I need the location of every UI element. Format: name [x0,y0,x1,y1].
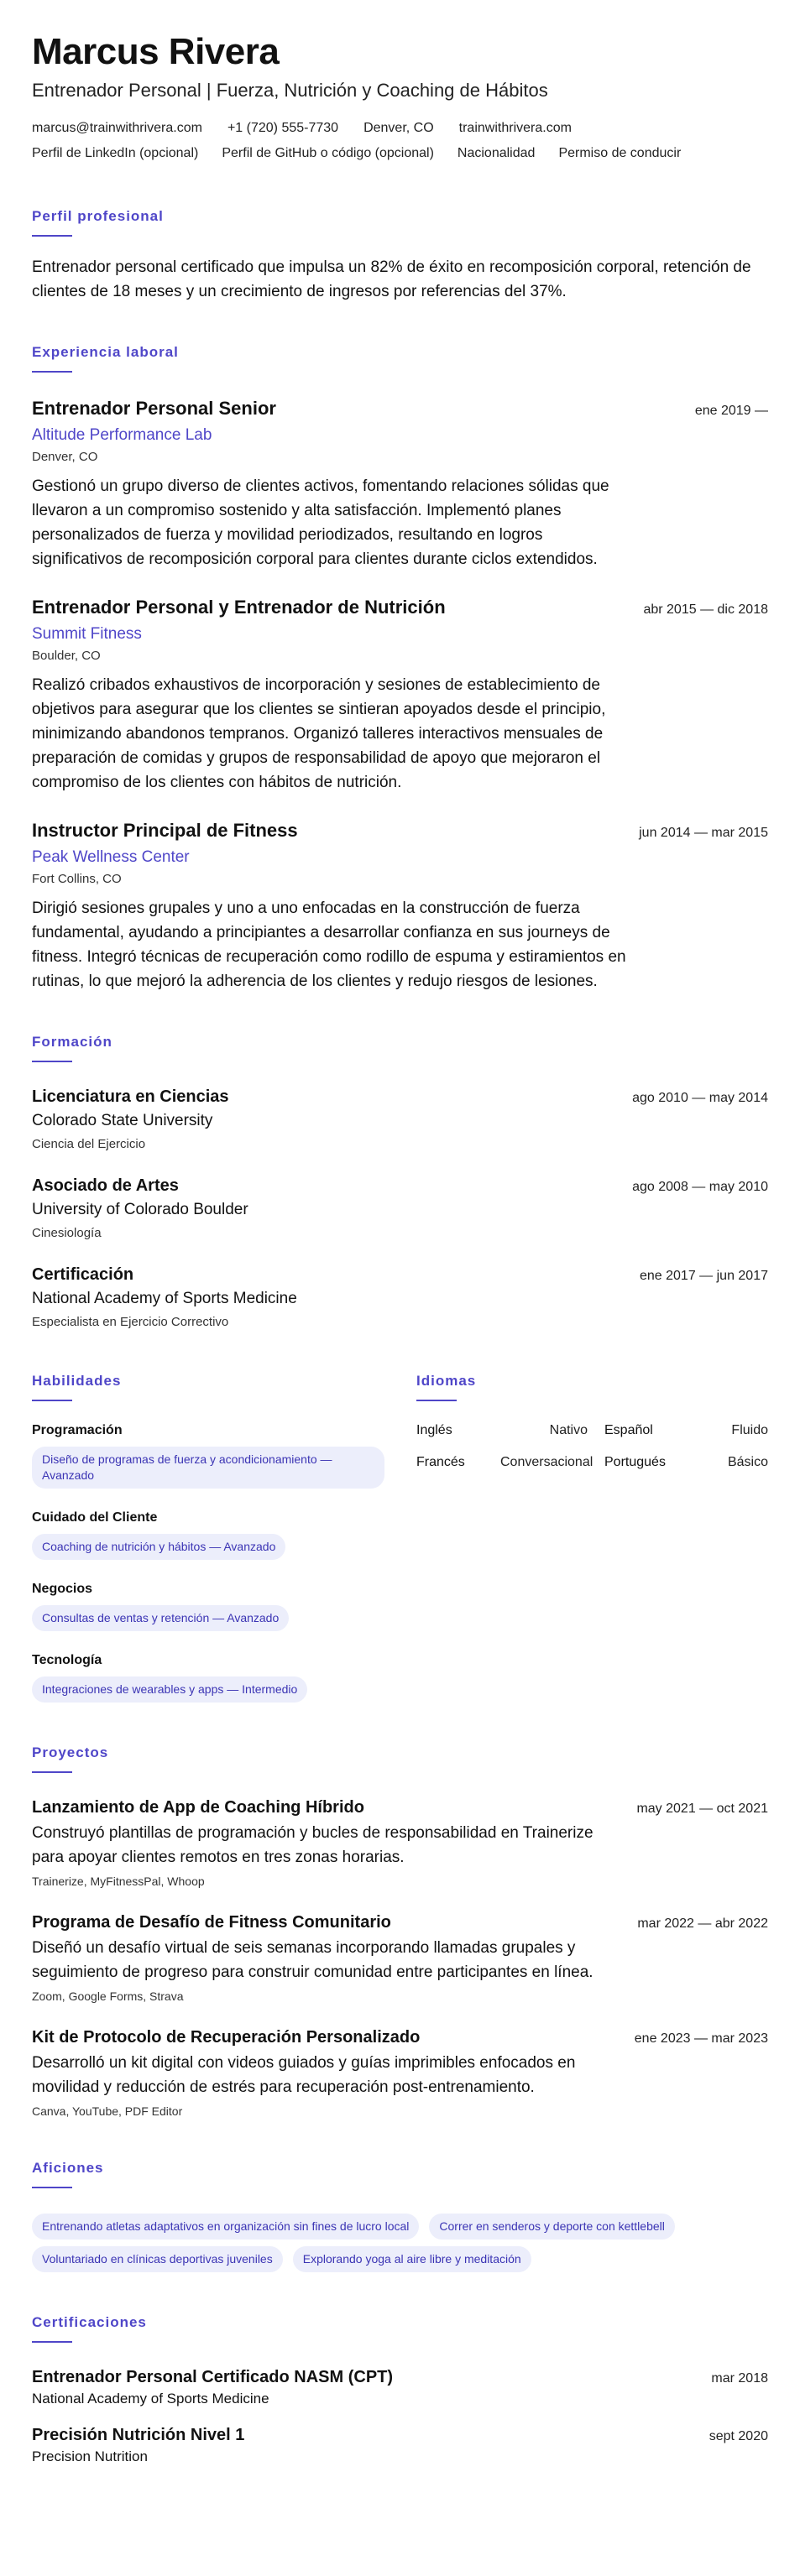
section-title-skills: Habilidades [32,1373,122,1389]
job-title: Instructor Principal de Fitness [32,820,298,841]
language-level: Básico [727,1455,768,1469]
job-entry [32,398,768,571]
job-description: Realizó cribados exhaustivos de incorporación y sesiones de establecimiento de objetivos para asegurar que los clientes se sintieran apoyados desde el principio, minimizando abandonos tempranos. Organizó talleres interactivos mensuales de preparación de comidas y grupos de responsabilidad de apoyo que mejoraron el compromiso de los clientes con hábitos de nutrición. [32,676,606,791]
skill-group [32,1653,416,1703]
job-company: Summit Fitness [32,625,142,643]
project-description: Desarrolló un kit digital con videos guiados y guías imprimibles enfocados en movilidad y reducción de estrés para recuperación post-entrenamiento. [32,2054,576,2096]
links-row [32,146,768,161]
project-date: may 2021 — oct 2021 [636,1802,768,1816]
section-title-experience: Experiencia laboral [32,344,179,360]
education-field: Cinesiología [32,1226,102,1240]
section-divider [32,1771,72,1773]
education-school: University of Colorado Boulder [32,1201,248,1218]
section-title-certifications: Certificaciones [32,2314,147,2330]
candidate-subtitle: Entrenador Personal | Fuerza, Nutrición y Coaching de Hábitos [32,80,548,101]
github-link[interactable]: Perfil de GitHub o código (opcional) [222,146,434,160]
education-entry [32,1176,768,1240]
education-school: Colorado State University [32,1112,213,1129]
job-date: jun 2014 — mar 2015 [639,826,768,840]
hobby-chip: Entrenando atletas adaptativos en organización sin fines de lucro local [32,2214,419,2240]
skill-group [32,1582,416,1631]
nationality-field: Nacionalidad [457,146,536,160]
summary-section [32,208,768,304]
job-location: Denver, CO [32,450,98,464]
hobby-chip: Correr en senderos y deporte con kettlebell [429,2214,674,2240]
language-name: Español [604,1423,653,1437]
contact-website[interactable]: trainwithrivera.com [458,121,572,135]
education-degree: Certificación [32,1265,134,1284]
education-field: Ciencia del Ejercicio [32,1137,146,1151]
section-divider [32,1400,72,1401]
section-title-hobbies: Aficiones [32,2160,104,2176]
project-tools: Zoom, Google Forms, Strava [32,1989,184,2003]
hobbies-list [32,2207,768,2272]
job-title: Entrenador Personal Senior [32,398,276,419]
job-title: Entrenador Personal y Entrenador de Nutrición [32,597,446,618]
candidate-name: Marcus Rivera [32,31,280,72]
language-level: Fluido [731,1423,768,1437]
education-degree: Asociado de Artes [32,1176,179,1195]
contact-location: Denver, CO [363,121,434,135]
license-field: Permiso de conducir [558,146,682,160]
resume-header [32,30,768,161]
job-company: Altitude Performance Lab [32,426,212,444]
section-divider [32,2341,72,2343]
summary-text: Entrenador personal certificado que impulsa un 82% de éxito en recomposición corporal, retención de clientes de 18 meses y un crecimiento de ingresos por referencias del 37%. [32,258,751,300]
contact-row [32,121,768,136]
job-location: Fort Collins, CO [32,872,122,886]
hobby-chip: Voluntariado en clínicas deportivas juveniles [32,2246,283,2272]
section-divider [416,1400,457,1401]
section-divider [32,371,72,373]
section-title-education: Formación [32,1034,112,1050]
job-date: ene 2019 — [694,404,768,418]
job-description: Dirigió sesiones grupales y uno a uno enfocadas en la construcción de fuerza fundamental, ayudando a principiantes a desarrollar confianza en sus journeys de fitness. Integró técnicas de recuperación como rodillo de espuma y estiramientos en rutinas, lo que mejoró la adherencia de los clientes y redujo riesgos de lesiones. [32,900,626,990]
job-company: Peak Wellness Center [32,848,190,866]
contact-email[interactable]: marcus@trainwithrivera.com [32,121,202,135]
section-divider [32,2187,72,2188]
certification-org: Precision Nutrition [32,2448,148,2464]
skill-group-name: Programación [32,1423,123,1437]
skill-group [32,1423,416,1489]
education-section [32,1034,768,1329]
skill-chip: Integraciones de wearables y apps — Intermedio [32,1676,307,1703]
section-title-languages: Idiomas [416,1373,477,1389]
project-date: mar 2022 — abr 2022 [637,1916,768,1931]
certification-org: National Academy of Sports Medicine [32,2391,269,2407]
section-divider [32,235,72,237]
project-description: Diseñó un desafío virtual de seis semanas incorporando llamadas grupales y seguimiento de progreso para construir comunidad entre participantes en línea. [32,1939,593,1981]
skill-group-name: Cuidado del Cliente [32,1510,158,1525]
project-title: Lanzamiento de App de Coaching Híbrido [32,1798,364,1817]
skill-chip: Consultas de ventas y retención — Avanzado [32,1605,289,1631]
project-date: ene 2023 — mar 2023 [634,2031,768,2046]
projects-section [32,1744,768,2118]
project-entry [32,1913,768,2003]
languages-section [416,1373,768,1703]
language-level: Nativo [549,1423,588,1437]
language-name: Portugués [604,1455,666,1469]
certifications-section [32,2314,768,2465]
hobby-chip: Explorando yoga al aire libre y meditación [293,2246,531,2272]
job-entry [32,820,768,993]
hobbies-section [32,2160,768,2272]
section-title-summary: Perfil profesional [32,208,164,224]
skills-languages-row [32,1373,768,1703]
job-entry [32,597,768,795]
skills-section [32,1373,416,1703]
education-date: ago 2008 — may 2010 [632,1180,768,1194]
linkedin-link[interactable]: Perfil de LinkedIn (opcional) [32,146,199,160]
language-name: Inglés [416,1423,452,1437]
job-date: abr 2015 — dic 2018 [643,602,768,617]
language-level: Conversacional [500,1455,593,1469]
certification-name: Entrenador Personal Certificado NASM (CPT) [32,2368,394,2386]
certification-entry [32,2368,768,2407]
project-title: Programa de Desafío de Fitness Comunitario [32,1913,391,1932]
education-entry [32,1087,768,1151]
skill-chip: Coaching de nutrición y hábitos — Avanzado [32,1534,285,1560]
job-description: Gestionó un grupo diverso de clientes activos, fomentando relaciones sólidas que llevaron a un compromiso sostenido y alta satisfacción. Implementó planes personalizados de fuerza y movilidad periodizados, resultando en logros significativos de recomposición corporal para clientes durante ciclos extendidos. [32,477,609,568]
section-divider [32,1061,72,1062]
education-entry [32,1265,768,1329]
experience-section [32,344,768,993]
certification-name: Precisión Nutrición Nivel 1 [32,2426,245,2444]
project-tools: Canva, YouTube, PDF Editor [32,2104,183,2118]
skill-group-name: Tecnología [32,1653,102,1667]
section-title-projects: Proyectos [32,1744,109,1760]
project-entry [32,2028,768,2118]
job-location: Boulder, CO [32,649,101,663]
certification-date: mar 2018 [711,2371,768,2386]
certification-date: sept 2020 [708,2429,768,2443]
project-tools: Trainerize, MyFitnessPal, Whoop [32,1875,205,1888]
education-date: ago 2010 — may 2014 [632,1091,768,1105]
languages-grid [416,1423,768,1470]
skill-group [32,1510,416,1560]
project-entry [32,1798,768,1888]
education-date: ene 2017 — jun 2017 [639,1269,768,1283]
skill-group-name: Negocios [32,1582,93,1596]
language-name: Francés [416,1455,465,1469]
education-school: National Academy of Sports Medicine [32,1290,297,1307]
education-degree: Licenciatura en Ciencias [32,1087,229,1106]
contact-phone[interactable]: +1 (720) 555-7730 [227,121,339,135]
project-title: Kit de Protocolo de Recuperación Personalizado [32,2028,421,2047]
education-field: Especialista en Ejercicio Correctivo [32,1315,229,1329]
project-description: Construyó plantillas de programación y bucles de responsabilidad en Trainerize para apoyar clientes remotos en tres zonas horarias. [32,1824,593,1866]
skill-chip: Diseño de programas de fuerza y acondicionamiento — Avanzado [32,1447,384,1489]
certification-entry [32,2426,768,2465]
